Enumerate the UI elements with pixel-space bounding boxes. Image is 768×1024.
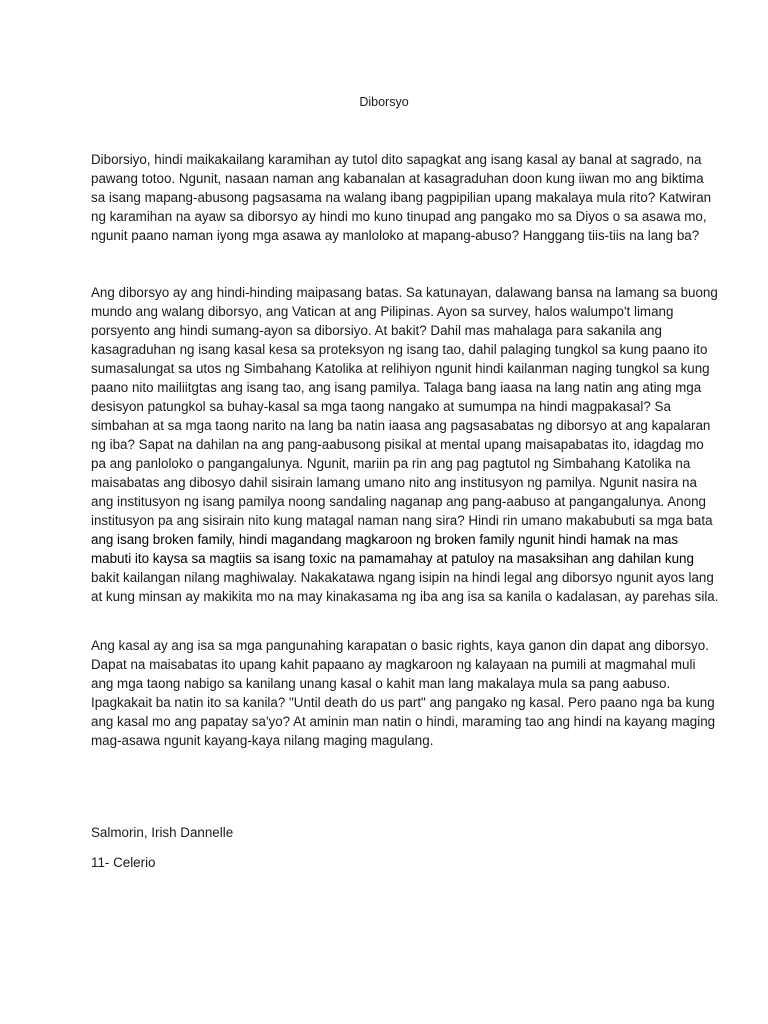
text-line: Ang kasal ay ang isa sa mga pangunahing karapatan o basic rights, kaya ganon din dapat ang diborsyo. bbox=[91, 638, 709, 653]
document-title: Diborsyo bbox=[359, 95, 409, 109]
text-line: mundo ang walang diborsyo, ang Vatican at ang Pilipinas. Ayon sa survey, halos walumpo't limang bbox=[91, 304, 674, 319]
text-line: institusyon pa ang sisirain nito kung matagal naman nang sira? Hindi rin umano makabubuti sa mga bata bbox=[91, 513, 713, 528]
text-line: kasagraduhan ng isang kasal kesa sa proteksyon ng isang tao, dahil palaging tungkol sa kung paano ito bbox=[91, 342, 708, 357]
paragraph-2 bbox=[91, 283, 719, 606]
text-line: Diborsiyo, hindi maikakailang karamihan ay tutol dito sapagkat ang isang kasal ay banal at sagrado, na bbox=[91, 152, 702, 167]
text-line: sa isang mapang-abusong pagsasama na walang ibang pagpipilian upang makalaya mula rito? Katwiran bbox=[91, 190, 712, 205]
paragraph-1 bbox=[91, 150, 712, 245]
author-name: Salmorin, Irish Dannelle bbox=[91, 825, 234, 840]
text-line: pa ang panloloko o pangangalunya. Ngunit, mariin pa rin ang pag pagtutol ng Simbahang Katolika na bbox=[91, 456, 691, 471]
text-line: at kung minsan ay makikita mo na may kinakasama ng iba ang isa sa kanila o kadalasan, ay parehas sila. bbox=[91, 589, 719, 604]
text-line: simbahan at sa mga taong narito na lang ba natin iaasa ang pagsasabatas ng diborsyo at ang kapalaran bbox=[91, 418, 711, 433]
text-line: ang mga taong nabigo sa kanilang unang kasal o kahit man lang makalaya mula sa pang aabuso. bbox=[91, 676, 671, 691]
text-line: ang institusyon ng isang pamilya noong sandaling naganap ang pang-aabuso at pangangalunya. Anong bbox=[91, 494, 706, 509]
text-line: ng iba? Sapat na dahilan na ang pang-aabusong pisikal at mental upang maisapabatas ito, idagdag mo bbox=[91, 437, 704, 452]
text-line: desisyon patungkol sa buhay-kasal sa mga taong nangako at sumumpa na hindi magpakasal? Sa bbox=[91, 399, 671, 414]
text-line: ngunit paano naman iyong mga asawa ay manloloko at mapang-abuso? Hanggang tiis-tiis na lang ba? bbox=[91, 228, 700, 243]
text-line: Ipagkakait ba natin ito sa kanila? "Until death do us part" ang pangako ng kasal. Pero paano nga ba kung bbox=[91, 695, 715, 710]
text-line: Dapat na maisabatas ito upang kahit papaano ay magkaroon ng kalayaan na pumili at magmahal muli bbox=[91, 657, 696, 672]
text-line: Ang diborsyo ay ang hindi-hinding maipasang batas. Sa katunayan, dalawang bansa na lamang sa buong bbox=[91, 285, 718, 300]
text-line: pawang totoo. Ngunit, nasaan naman ang kabanalan at kasagraduhan doon kung iiwan mo ang biktima bbox=[91, 171, 704, 186]
text-line: ang kasal mo ang papatay sa'yo? At aminin man natin o hindi, maraming tao ang hindi na kayang maging bbox=[91, 714, 716, 729]
text-line: mag-asawa ngunit kayang-kaya nilang maging magulang. bbox=[91, 733, 434, 748]
text-line: ng karamihan na ayaw sa diborsyo ay hindi mo kuno tinupad ang pangako mo sa Diyos o sa asawa mo, bbox=[91, 209, 707, 224]
text-line: bakit kailangan nilang maghiwalay. Nakakatawa ngang isipin na hindi legal ang diborsyo ngunit ayos lang bbox=[91, 570, 714, 585]
text-line: paano nito mailiitgtas ang isang tao, ang isang pamilya. Talaga bang iaasa na lang natin ang ating mga bbox=[91, 380, 702, 395]
text-line: sumasalungat sa utos ng Simbahang Katolika at relihiyon ngunit hindi kailanman naging tungkol sa kung bbox=[91, 361, 710, 376]
text-line: maisabatas ang dibosyo dahil sisirain lamang umano nito ang institusyon ng pamilya. Ngunit nasira na bbox=[91, 475, 697, 490]
text-line: ang isang broken family, hindi magandang magkaroon ng broken family ngunit hindi hamak na mas bbox=[91, 532, 679, 547]
text-line: porsyento ang hindi sumang-ayon sa diborsiyo. At bakit? Dahil mas mahalaga para sakanila ang bbox=[91, 323, 662, 338]
text-line: mabuti ito kaysa sa magtiis sa isang toxic na pamamahay at patuloy na masaksihan ang dahilan kung bbox=[91, 551, 694, 566]
class-section: 11- Celerio bbox=[91, 855, 156, 870]
paragraph-3 bbox=[91, 636, 716, 750]
